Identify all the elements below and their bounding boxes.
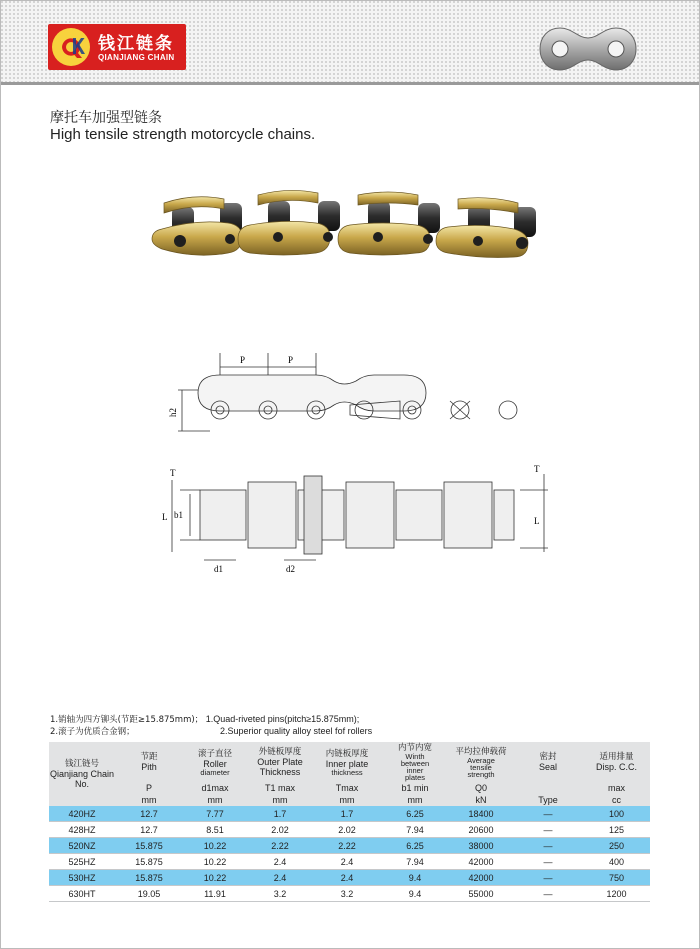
table-row: 428HZ 12.7 8.51 2.02 2.02 7.94 20600 — 125 [49, 822, 650, 838]
dim-L-label-right: L [534, 516, 540, 526]
col-header-tensile: 平均拉伸载荷 Average tensile strength [449, 742, 513, 782]
brand-logo [48, 24, 186, 70]
table-row: 525HZ 15.875 10.22 2.4 2.4 7.94 42000 — 400 [49, 854, 650, 870]
chain-link-icon [538, 26, 638, 77]
note-1-en: 1.Quad-riveted pins(pitch≥15.875mm); [205, 714, 360, 724]
col-header-seal: 密封 Seal [513, 742, 583, 782]
dim-d1-label: d1 [214, 564, 223, 574]
table-symbol-row: P d1max T1 max Tmax b1 min Q0 max [49, 782, 650, 794]
dim-h2-label: h2 [168, 408, 178, 417]
dim-T-label-left: T [170, 468, 176, 478]
table-row: 420HZ 12.7 7.77 1.7 1.7 6.25 18400 — 100 [49, 806, 650, 822]
note-2-en: 2.Superior quality alloy steel fof rollers [220, 726, 373, 736]
qj-logo-icon [52, 28, 90, 66]
table-row: 530HZ 15.875 10.22 2.4 2.4 9.4 42000 — 750 [49, 870, 650, 886]
dim-pitch-label-2: P [288, 355, 294, 365]
brand-name-cn: 钱江链条 [98, 34, 174, 54]
notes [50, 714, 372, 738]
brand-name-en: QIANJIANG CHAIN [98, 53, 175, 62]
table-header-row [49, 742, 650, 782]
col-header-roller: 滚子直径 Roller diameter [183, 742, 247, 782]
title-cn: 摩托车加强型链条 [50, 110, 162, 126]
chain-drawing-side-view [150, 345, 550, 455]
table-unit-row: mm mm mm mm mm kN Type cc [49, 794, 650, 806]
spec-table [49, 742, 650, 902]
note-1-cn: 1.销轴为四方铆头(节距≥15.875mm)； [50, 715, 204, 725]
chain-drawing-plan-view [150, 460, 550, 585]
dim-pitch-label-1: P [240, 355, 246, 365]
chain-plates-bottom [152, 221, 528, 257]
chain-plates-top [164, 190, 518, 213]
chain-photo [150, 185, 550, 270]
col-header-disp: 适用排量 Disp. C.C. [583, 742, 650, 782]
col-header-outer-plate: 外链板厚度 Outer Plate Thickness [247, 742, 313, 782]
dim-b1-label: b1 [174, 510, 183, 520]
table-row: 520NZ 15.875 10.22 2.22 2.22 6.25 38000 — 250 [49, 838, 650, 854]
col-header-inner-plate: 内链板厚度 Inner plate thickness [313, 742, 381, 782]
dim-T-label-right: T [534, 464, 540, 474]
dim-L-label-left: L [162, 512, 168, 522]
dim-d2-label: d2 [286, 564, 295, 574]
header-divider [0, 82, 700, 85]
table-row: 630HT 19.05 11.91 3.2 3.2 9.4 55000 — 1200 [49, 886, 650, 902]
col-header-inner-width: 内节内宽 Winth between inner plates [381, 742, 449, 782]
col-header-pitch: 节距 Pith [115, 742, 183, 782]
note-2-cn: 2.滚子为优质合金钢； [50, 727, 135, 737]
title-en: High tensile strength motorcycle chains. [50, 126, 316, 143]
col-header-chain-no: 钱江链号 Qianjiang Chain No. [49, 742, 115, 806]
